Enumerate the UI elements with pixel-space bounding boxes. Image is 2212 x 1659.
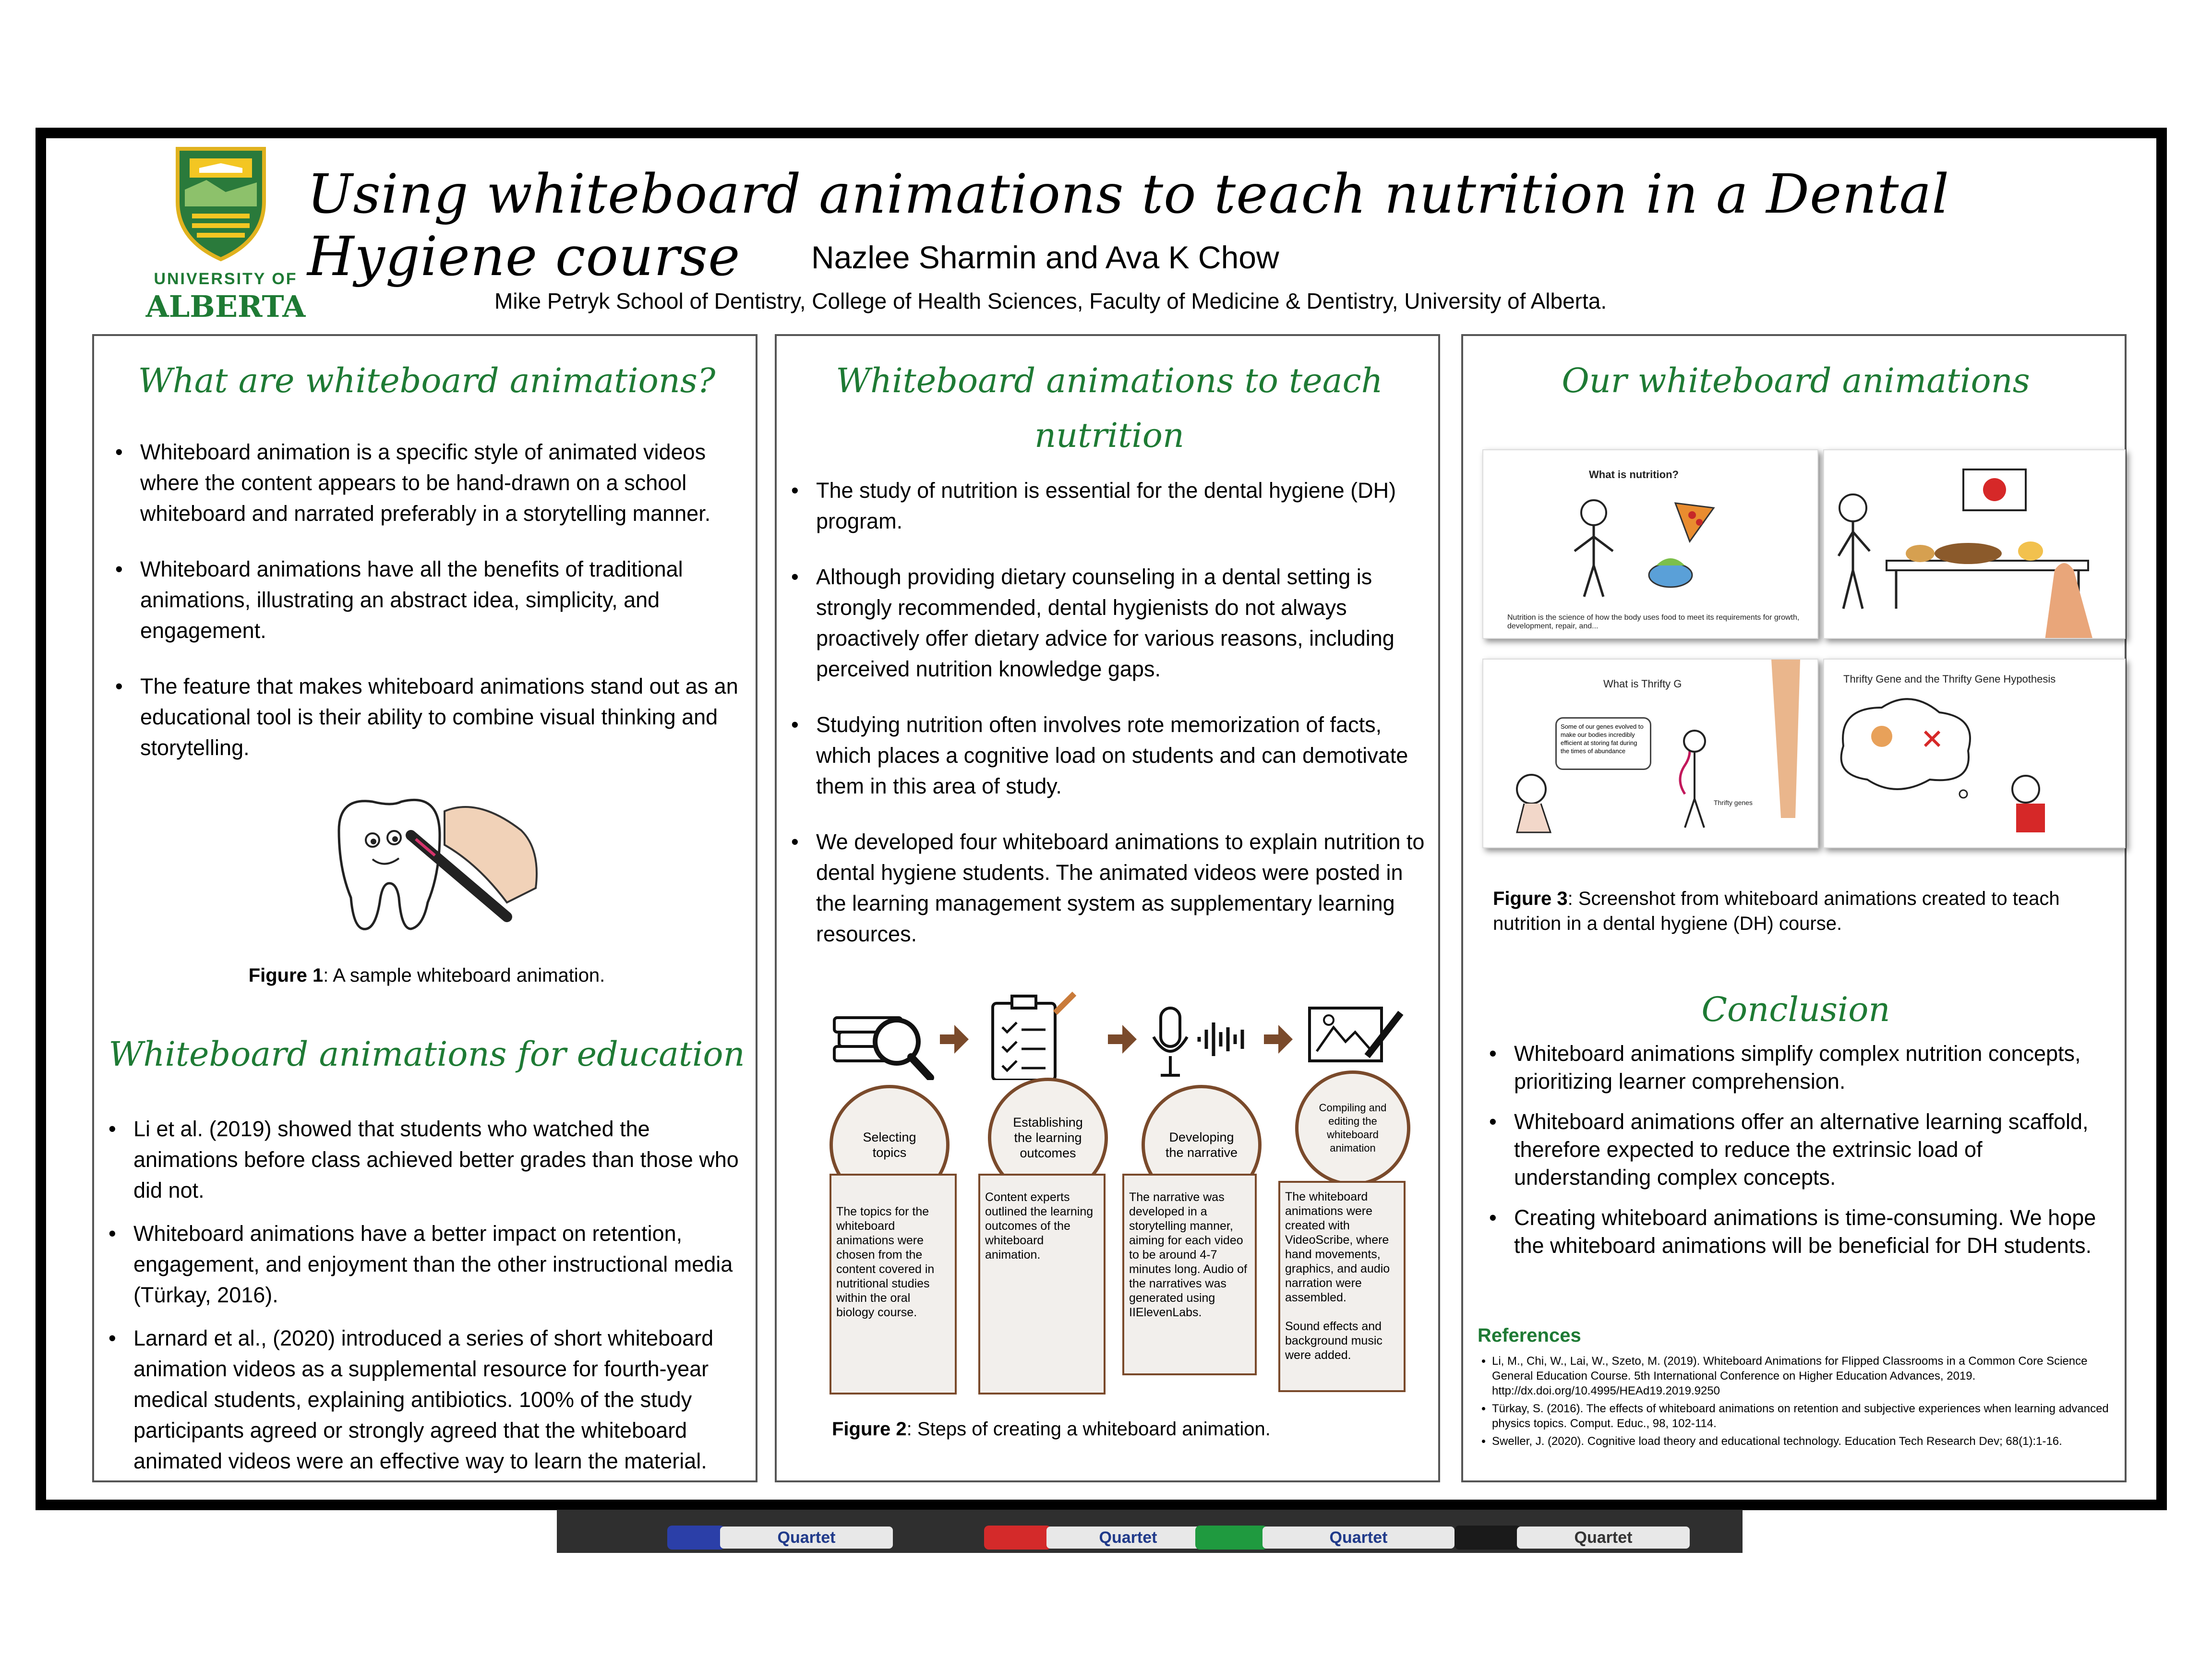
- figure1-caption: [94, 965, 759, 986]
- right-panel: [1461, 334, 2127, 1482]
- microphone-soundwave-icon: [1154, 1008, 1242, 1075]
- section-heading-what-are: What are whiteboard animations?: [138, 361, 716, 400]
- speech-bubble: Some of our genes evolved to make our bodies incredibly efficient at storing fat during the times of abundance: [1555, 717, 1651, 770]
- list-item: • Studying nutrition often involves rote memorization of facts, which places a cognitive load on students and can demotivate them in this area of study.: [787, 709, 1431, 802]
- drawing-board-icon: [1310, 1008, 1401, 1061]
- figure3-label: Figure 3: [1493, 888, 1568, 909]
- logo-line1: UNIVERSITY OF: [154, 270, 298, 288]
- steps-icon-row: [830, 984, 1434, 1080]
- step-title: Compiling and editing the whiteboard animation: [1319, 1102, 1387, 1154]
- step-box-selecting-topics: [830, 1174, 957, 1395]
- clipboard-checklist-icon: [993, 994, 1074, 1080]
- list-item: • We developed four whiteboard animations to explain nutrition to dental hygiene students. The animated videos were posted in the learning management system as supplementary learning resources.: [787, 827, 1431, 950]
- animation-screenshot-2: [1823, 449, 2126, 639]
- step-description: The topics for the whiteboard animations were chosen from the content covered in nutritional studies within the oral biology course.: [836, 1205, 935, 1319]
- list-item: • Although providing dietary counseling in a dental setting is strongly recommended, dental hygienists do not always proactively offer dietary advice for various reasons, including perceived nutrition knowledge gaps.: [787, 562, 1431, 685]
- section-heading-education: Whiteboard animations for education: [108, 1034, 745, 1074]
- figure2-caption: [832, 1419, 1408, 1440]
- marker-cap: [1195, 1526, 1267, 1550]
- figure3-text: : Screenshot from whiteboard animations created to teach nutrition in a dental hygiene (DH) course.: [1493, 888, 2060, 934]
- figure1-label: Figure 1: [248, 965, 324, 986]
- animation-screenshot-4: [1823, 659, 2126, 848]
- animation-screenshot-3: [1482, 659, 1818, 848]
- list-item: • Whiteboard animations have all the benefits of traditional animations, illustrating an abstract idea, simplicity, and engagement.: [111, 554, 745, 646]
- education-bullet-list: [105, 1114, 743, 1489]
- figure2-label: Figure 2: [832, 1419, 907, 1440]
- list-item: • The study of nutrition is essential for the dental hygiene (DH) program.: [787, 475, 1431, 537]
- list-item: • Creating whiteboard animations is time-consuming. We hope the whiteboard animations will be beneficial for DH students.: [1485, 1204, 2114, 1260]
- intro-bullet-list: [111, 437, 745, 788]
- poster-affiliation: Mike Petryk School of Dentistry, College of Health Sciences, Faculty of Medicine & Dentistry, University of Alberta.: [494, 289, 1607, 313]
- university-logo: [144, 144, 326, 331]
- screenshot-title: What is Thrifty G: [1603, 678, 1682, 690]
- step-description: Content experts outlined the learning outcomes of the whiteboard animation.: [985, 1190, 1094, 1262]
- step-title: Selecting topics: [863, 1130, 916, 1160]
- figure1-text: : A sample whiteboard animation.: [323, 965, 605, 986]
- marker-blue[interactable]: Quartet: [720, 1527, 893, 1549]
- list-item: • Whiteboard animations have a better impact on retention, engagement, and enjoyment than the other instructional media (Türkay, 2016).: [105, 1218, 743, 1310]
- marker-cap: [984, 1526, 1051, 1550]
- section-heading-our-animations: Our whiteboard animations: [1562, 361, 2030, 400]
- arrow-right-icon: [940, 1025, 969, 1054]
- list-item: • Whiteboard animations offer an alternative learning scaffold, therefore expected to reduce the extrinsic load of understanding complex concepts.: [1485, 1108, 2114, 1191]
- step-title: Establishing the learning outcomes: [1013, 1115, 1083, 1160]
- nutrition-bullet-list: [787, 475, 1431, 974]
- references-list: [1478, 1354, 2130, 1452]
- list-item: • Whiteboard animation is a specific style of animated videos where the content appears to be hand-drawn on a school whiteboard and narrated preferably in a storytelling manner.: [111, 437, 745, 529]
- section-heading-teach-nutrition-line2: nutrition: [1034, 416, 1184, 455]
- list-item: • Whiteboard animations simplify complex nutrition concepts, prioritizing learner comprehension.: [1485, 1040, 2114, 1095]
- figure3-caption: [1493, 886, 2107, 936]
- screenshot-caption: Nutrition is the science of how the body uses food to meet its requirements for growth, development, repair, and...: [1507, 613, 1800, 630]
- japan-meal-illustration: [1824, 450, 2126, 639]
- marker-black[interactable]: Quartet: [1517, 1527, 1690, 1549]
- reference-item: • Li, M., Chi, W., Lai, W., Szeto, M. (2019). Whiteboard Animations for Flipped Classrooms in a Common Core Science General Education Course. 5th International Conference on Higher Education Advances, 2019. http://dx.doi.org/10.4995/HEAd19.2019.9250: [1492, 1354, 2130, 1398]
- tooth-drawing-illustration: [320, 792, 550, 946]
- step-box-narrative: [1122, 1174, 1257, 1375]
- step-description: The narrative was developed in a storytelling manner, aiming for each video to be around 4-7 minutes long. Audio of the narratives was generated using IIElevenLabs.: [1129, 1190, 1247, 1319]
- references-heading: References: [1478, 1325, 1581, 1346]
- step-description: The whiteboard animations were created with VideoScribe, where hand movements, graphics, and audio narration were assembled.: [1285, 1190, 1390, 1304]
- animation-screenshot-1: [1482, 449, 1818, 639]
- marker-cap: [1455, 1526, 1522, 1550]
- thrifty-hypothesis-illustration: [1824, 660, 2126, 848]
- marker-green[interactable]: Quartet: [1262, 1527, 1455, 1549]
- left-panel: [92, 334, 757, 1482]
- poster-title: Using whiteboard animations to teach nutrition in a Dental Hygiene course: [307, 163, 1950, 288]
- reference-item: • Türkay, S. (2016). The effects of whiteboard animations on retention and subjective experiences when learning advanced physics topics. Comput. Educ., 98, 102-114.: [1492, 1401, 2130, 1431]
- marker-cap: [667, 1526, 725, 1550]
- section-heading-teach-nutrition: Whiteboard animations to teach: [836, 361, 1383, 400]
- middle-panel: [775, 334, 1440, 1482]
- list-item: • The feature that makes whiteboard animations stand out as an educational tool is their ability to combine visual thinking and storytelling.: [111, 671, 745, 763]
- conclusion-bullet-list: [1485, 1040, 2114, 1272]
- screenshot-title: What is nutrition?: [1589, 469, 1679, 481]
- figure2-text: : Steps of creating a whiteboard animation.: [906, 1419, 1271, 1440]
- list-item: • Li et al. (2019) showed that students who watched the animations before class achieved better grades than those who did not.: [105, 1114, 743, 1206]
- arrow-right-icon: [1108, 1025, 1137, 1054]
- list-item: • Larnard et al., (2020) introduced a series of short whiteboard animation videos as a supplemental resource for fourth-year medical students, explaining antibiotics. 100% of the study participants agreed or strongly agreed that the whiteboard animated videos were an effective way to learn the material.: [105, 1323, 743, 1477]
- step-circle-compiling: [1295, 1070, 1410, 1186]
- reference-item: • Sweller, J. (2020). Cognitive load theory and educational technology. Education Tech Research Dev; 68(1):1-16.: [1492, 1434, 2130, 1449]
- section-heading-conclusion: Conclusion: [1701, 990, 1890, 1029]
- books-magnifier-icon: [834, 1018, 930, 1078]
- screenshot-title: Thrifty Gene and the Thrifty Gene Hypothesis: [1843, 673, 2056, 685]
- arrow-right-icon: [1264, 1025, 1293, 1054]
- poster-authors: Nazlee Sharmin and Ava K Chow: [811, 240, 1279, 275]
- step-box-compiling: [1278, 1181, 1406, 1392]
- step-box-learning-outcomes: [978, 1174, 1106, 1395]
- step-title: Developing the narrative: [1165, 1130, 1238, 1160]
- screenshot-label: Thrifty genes: [1714, 799, 1753, 806]
- marker-red[interactable]: Quartet: [1046, 1527, 1210, 1549]
- person-food-illustration: [1555, 493, 1757, 599]
- step-description-extra: Sound effects and background music were added.: [1285, 1320, 1382, 1362]
- logo-line2: ALBERTA: [145, 289, 306, 324]
- thrifty-gene-illustration: [1483, 660, 1818, 848]
